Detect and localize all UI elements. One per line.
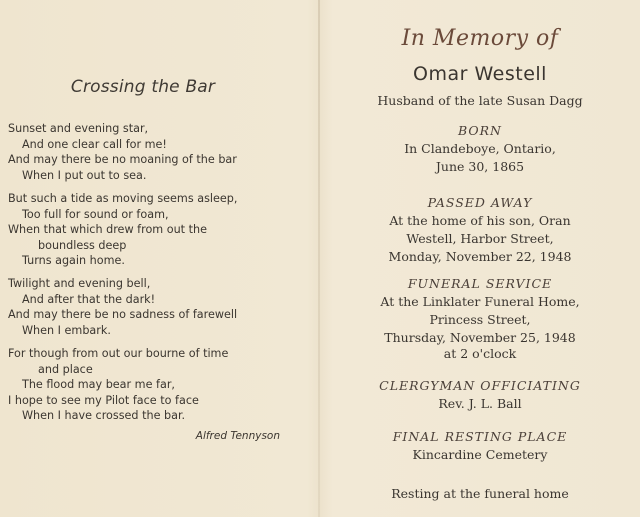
poem-title: Crossing the Bar xyxy=(70,77,216,97)
section-title: BORN xyxy=(457,123,502,138)
deceased-name: Omar Westell xyxy=(413,63,547,85)
poem-line: boundless deep xyxy=(38,238,127,252)
section-line: At the Linklater Funeral Home, xyxy=(380,294,580,309)
passed-away-section xyxy=(320,194,640,266)
section-line: Monday, November 22, 1948 xyxy=(388,249,572,264)
clergyman-section xyxy=(320,377,640,413)
section-title: FUNERAL SERVICE xyxy=(407,276,553,291)
poem-line: And may there be no sadness of farewell xyxy=(8,308,238,322)
poem-stanza-1 xyxy=(8,121,283,183)
poem-line: And may there be no moaning of the bar xyxy=(8,153,237,167)
poem-line: Sunset and evening star, xyxy=(8,122,149,135)
section-title: PASSED AWAY xyxy=(427,195,533,210)
section-line: Westell, Harbor Street, xyxy=(406,231,554,246)
section-line: Thursday, November 25, 1948 xyxy=(384,330,576,345)
poem-line: When I put out to sea. xyxy=(22,168,147,182)
poem-line: Turns again home. xyxy=(22,254,125,268)
section-line: In Clandeboye, Ontario, xyxy=(404,141,556,156)
section-title: FINAL RESTING PLACE xyxy=(392,429,568,444)
poem-line: The flood may bear me far, xyxy=(22,378,175,392)
poem-line: I hope to see my Pilot face to face xyxy=(8,393,199,407)
poem-line: and place xyxy=(38,362,93,376)
poem-line: And after that the dark! xyxy=(22,292,156,306)
resting-note: Resting at the funeral home xyxy=(391,486,569,501)
section-line: at 2 o'clock xyxy=(443,346,517,361)
poem-panel xyxy=(0,0,318,517)
poem-line: Too full for sound or foam, xyxy=(22,207,169,221)
born-section xyxy=(320,122,640,176)
section-title: CLERGYMAN OFFICIATING xyxy=(379,378,581,393)
memory-heading: In Memory of xyxy=(401,26,559,51)
spouse-line: Husband of the late Susan Dagg xyxy=(377,93,583,108)
poem-line: Twilight and evening bell, xyxy=(8,277,151,290)
section-line: Rev. J. L. Ball xyxy=(438,396,522,411)
poem-stanza-3 xyxy=(8,276,283,338)
memorial-panel xyxy=(320,0,640,517)
funeral-service-section xyxy=(320,275,640,361)
poem-line: For though from out our bourne of time xyxy=(8,347,229,360)
section-line: Kincardine Cemetery xyxy=(412,447,548,462)
section-line: June 30, 1865 xyxy=(435,159,525,174)
poem-line: When that which drew from out the xyxy=(8,223,207,237)
section-line: At the home of his son, Oran xyxy=(389,213,571,228)
poem-author: Alfred Tennyson xyxy=(195,430,280,442)
poem-line: And one clear call for me! xyxy=(22,137,167,151)
resting-place-section xyxy=(320,428,640,464)
poem-stanza-2 xyxy=(8,191,283,269)
poem-line: When I have crossed the bar. xyxy=(22,409,186,423)
poem-line: When I embark. xyxy=(22,323,111,337)
poem-line: But such a tide as moving seems asleep, xyxy=(8,192,238,205)
section-line: Princess Street, xyxy=(429,312,531,327)
poem-stanza-4 xyxy=(8,346,283,424)
